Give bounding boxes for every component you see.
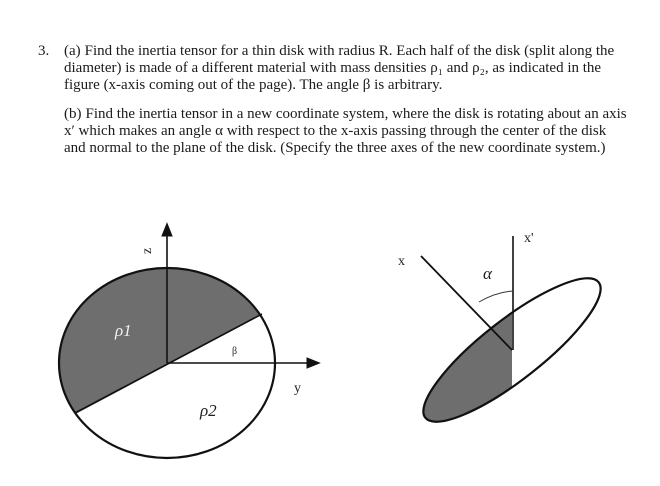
part-a-label: (a) — [64, 43, 81, 59]
part-a-text: Find the inertia tensor for a thin disk with radius R. Each half of the disk (split along the diameter) is made of a different material with mass densities ρ₁ and ρ₂, as indicated in the figure (x-axis coming out of the page). The angle β is arbitrary. — [64, 43, 615, 93]
part-b-label: (b) — [64, 106, 82, 122]
figure-left-disk — [40, 225, 318, 458]
part-b-text: Find the inertia tensor in a new coordinate system, where the disk is rotating about an axis x′ which makes an angle α with respect to the x-axis passing through the center of the disk and normal to the plane of the disk. (Specify the three axes of the new coordinate system.) — [64, 106, 627, 156]
z-label: z — [140, 247, 155, 254]
rho1-label: ρ1 — [115, 321, 132, 340]
x-label: x — [398, 254, 405, 269]
alpha-arc — [479, 291, 513, 302]
alpha-label: α — [483, 264, 492, 283]
y-label: y — [294, 381, 301, 396]
rho2-label: ρ2 — [200, 401, 217, 420]
xprime-label: x' — [524, 231, 534, 246]
problem-number: 3. — [38, 43, 50, 59]
beta-label: β — [232, 346, 238, 357]
x-axis — [421, 256, 512, 350]
figure-right-disk — [380, 231, 617, 450]
